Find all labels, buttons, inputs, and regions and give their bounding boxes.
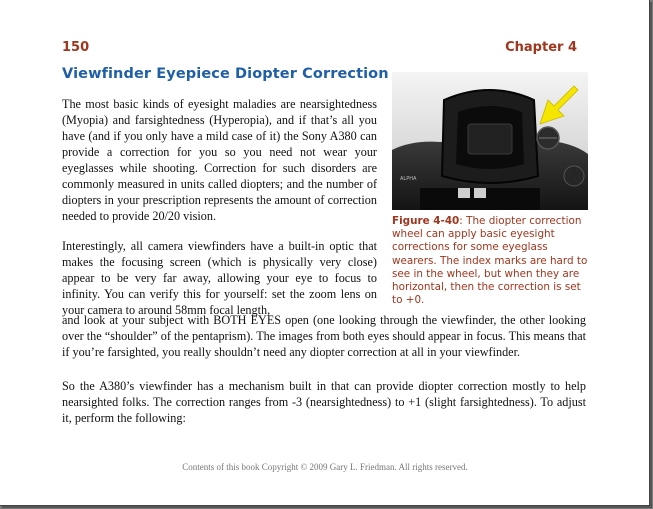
paragraph-2-end: and look at your subject with BOTH EYES open (one looking through the viewfinder, the other looking over the “shoulder” of the pentaprism). The images from both eyes should appear in focus. This means that if you’re farsighted, you really shouldn’t need any diopter correction at all in your viewfinder.	[62, 313, 586, 359]
camera-brand-label: ALPHA	[400, 176, 417, 182]
paragraph-3: So the A380’s viewfinder has a mechanism built in that can provide diopter correction mostly to help nearsighted folks. The correction ranges from -3 (nearsightedness) to +1 (slight farsightedness). To adjust it, perform the following:	[62, 379, 586, 425]
copyright-footer: Contents of this book Copyright © 2009 Gary L. Friedman. All rights reserved.	[182, 462, 468, 472]
chapter-label: Chapter 4	[505, 40, 577, 55]
paragraph-2-start: Interestingly, all camera viewfinders have a built-in optic that makes the focusing screen (which is physically very close) appear to be very far away, allowing your eye to focus to infinity. You can verify this for yourself: set the zoom lens on your camera to around 58mm focal length,	[62, 239, 377, 317]
page-number: 150	[62, 40, 90, 55]
figure-caption-text: : The diopter correction wheel can apply basic eyesight corrections for some eyeglass wearers. The index marks are hard to see in the wheel, but when they are horizontal, then the correction is set to +0.	[392, 215, 588, 307]
camera-photo-illustration	[392, 72, 588, 210]
section-heading: Viewfinder Eyepiece Diopter Correction	[62, 66, 389, 82]
figure-caption	[392, 215, 588, 307]
figure-label: Figure 4-40	[392, 215, 460, 227]
yellow-arrow-icon	[540, 86, 578, 124]
paragraph-1: The most basic kinds of eyesight maladies are nearsightedness (Myopia) and farsightedness (Hyperopia), and if that’s all you have (and if you only have a mild case of it) the Sony A380 can provide a correction for you so you need not wear your eyeglasses while shooting. Correction for such disorders are commonly measured in units called diopters; and the number of diopters in your prescription represents the amount of correction needed to provide 20/20 vision.	[62, 97, 377, 223]
figure-photo	[392, 72, 588, 210]
